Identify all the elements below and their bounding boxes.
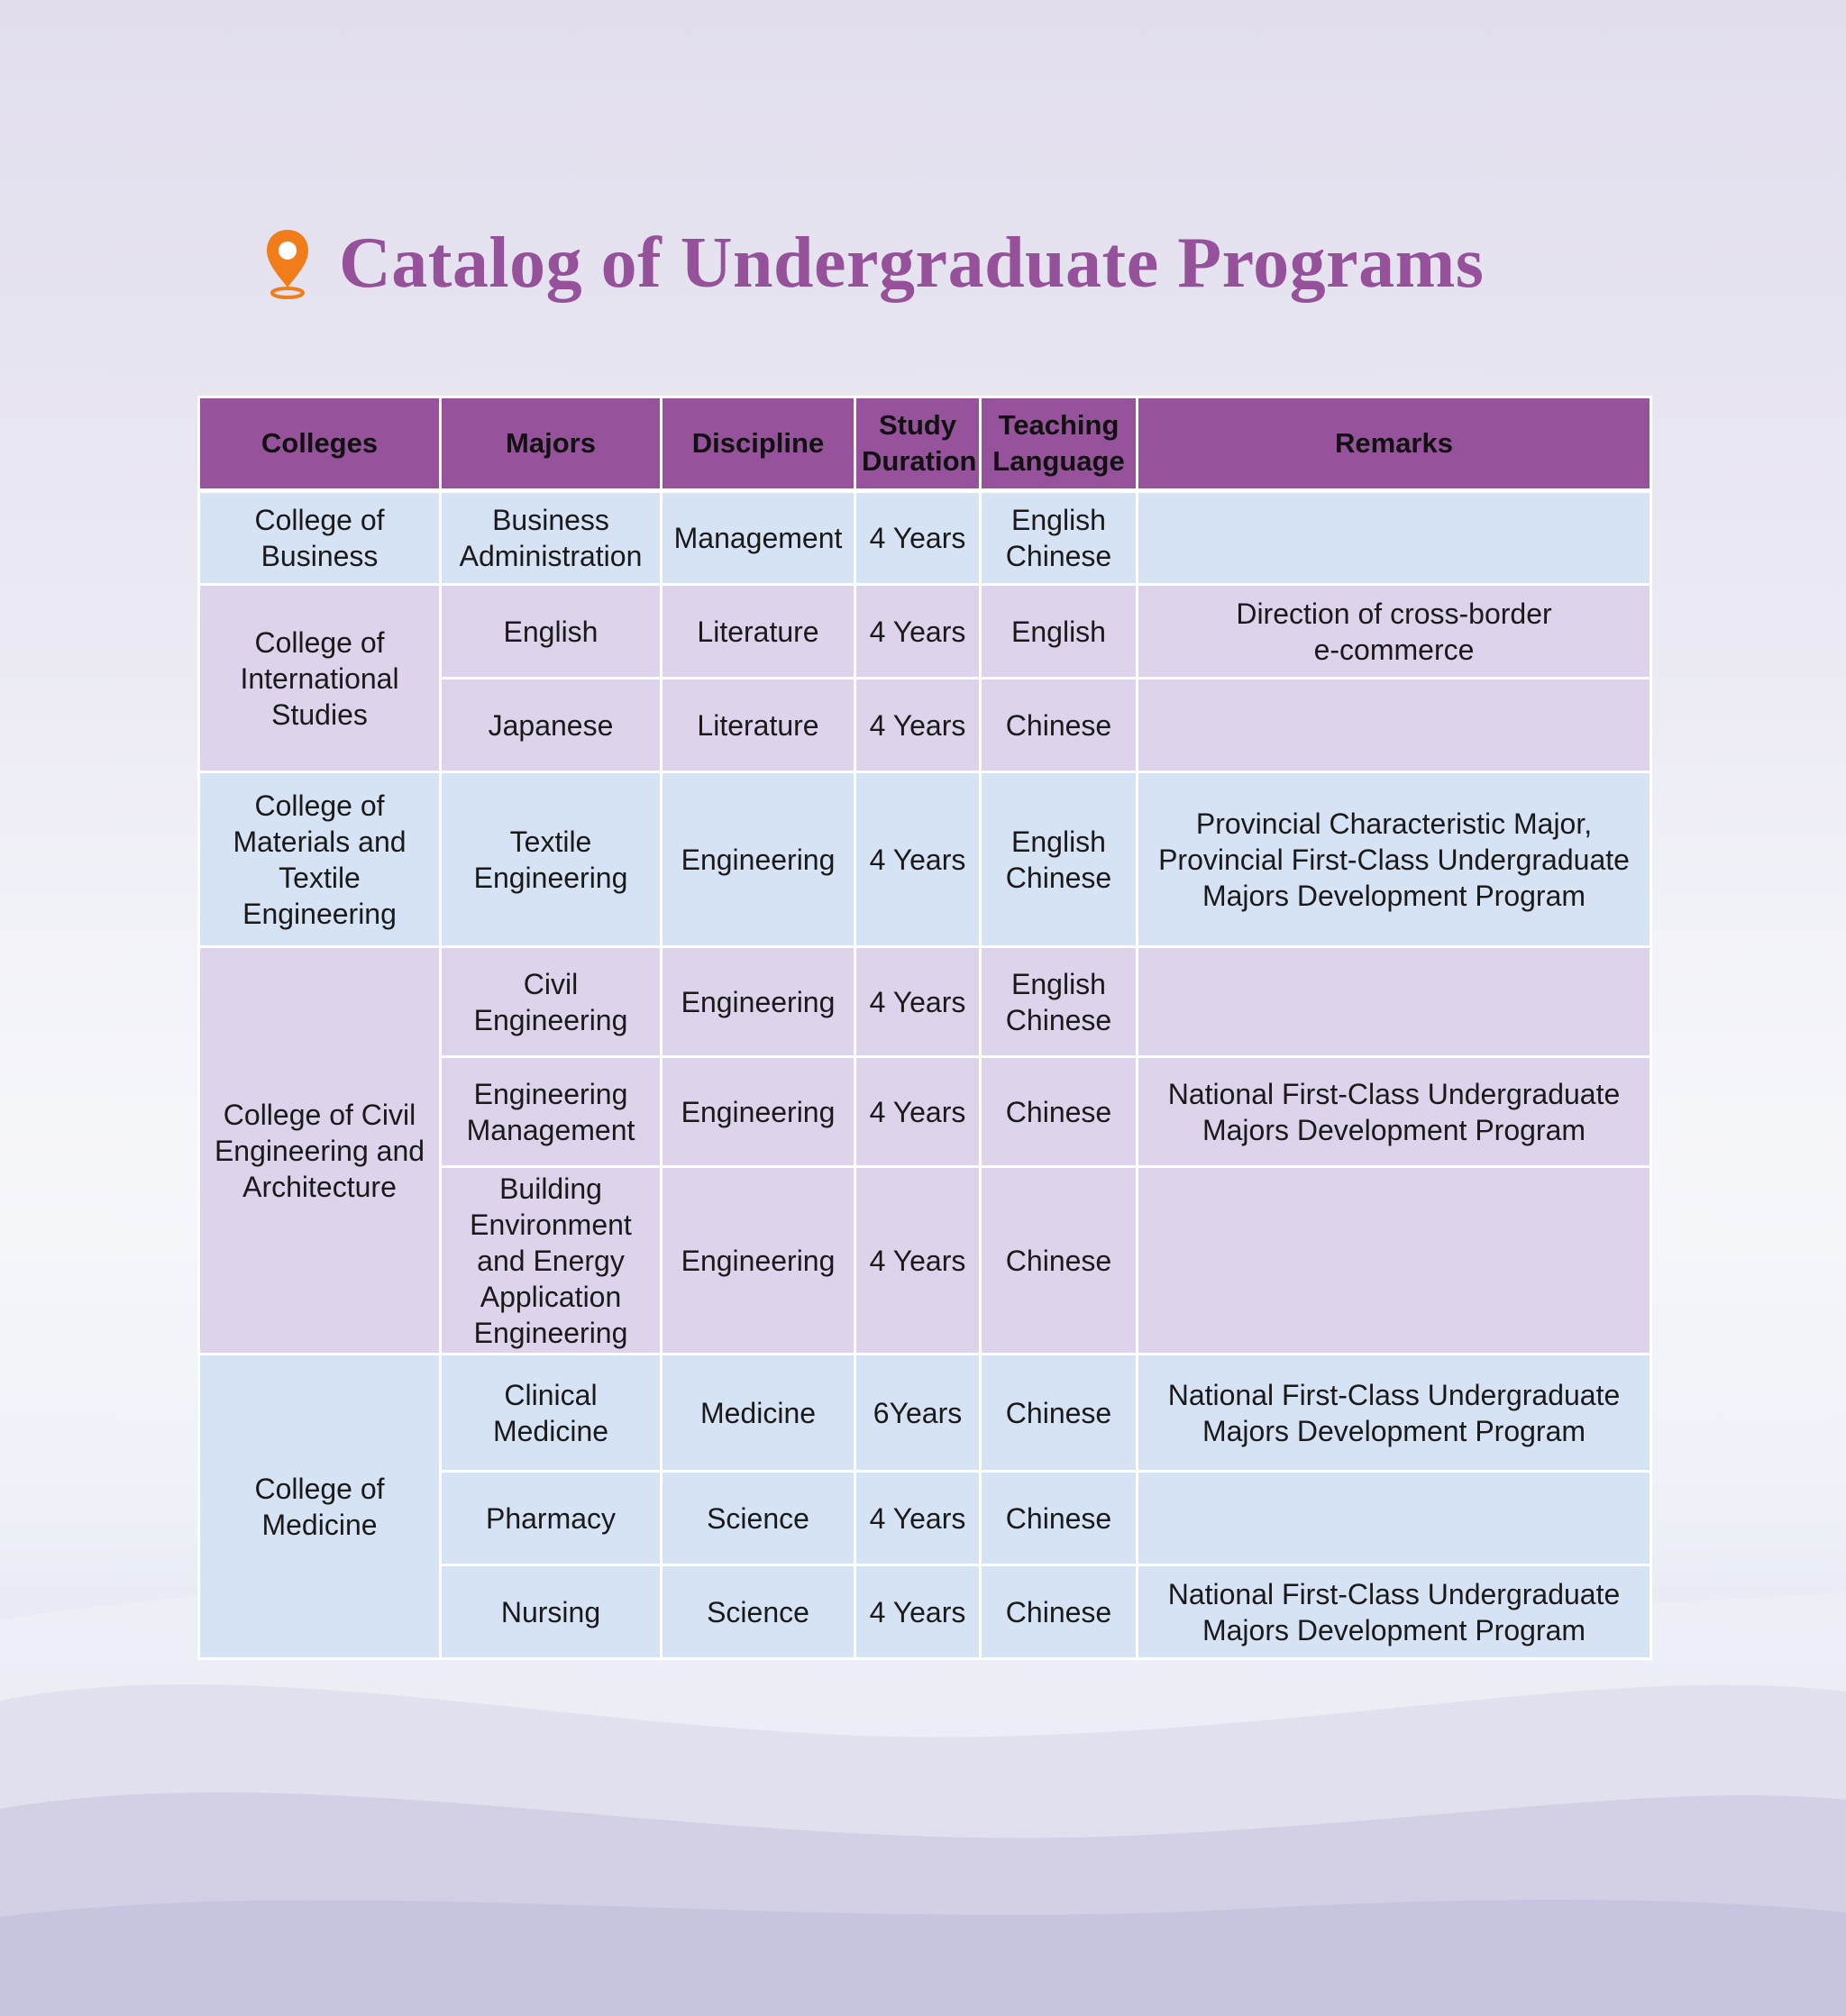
header-discipline: Discipline xyxy=(662,397,855,491)
remarks-cell xyxy=(1138,491,1651,585)
duration-cell: 4 Years xyxy=(855,1472,981,1565)
major-cell: Textile Engineering xyxy=(441,772,662,947)
discipline-cell: Engineering xyxy=(662,1167,855,1355)
major-cell: Building Environment and Energy Application Engineering xyxy=(441,1167,662,1355)
programs-table xyxy=(197,396,1652,1660)
language-cell: English Chinese xyxy=(981,772,1138,947)
language-cell: Chinese xyxy=(981,679,1138,772)
college-cell: College of Civil Engineering and Architecture xyxy=(199,947,441,1355)
discipline-cell: Engineering xyxy=(662,947,855,1057)
location-pin-icon xyxy=(261,226,314,300)
language-cell: Chinese xyxy=(981,1355,1138,1472)
duration-cell: 4 Years xyxy=(855,491,981,585)
remarks-cell xyxy=(1138,947,1651,1057)
college-cell: College of Business xyxy=(199,491,441,585)
major-cell: English xyxy=(441,585,662,679)
language-cell: English Chinese xyxy=(981,491,1138,585)
table-header-row xyxy=(199,397,1651,491)
major-cell: Nursing xyxy=(441,1565,662,1659)
college-cell: College of Medicine xyxy=(199,1355,441,1659)
discipline-cell: Medicine xyxy=(662,1355,855,1472)
language-cell: Chinese xyxy=(981,1167,1138,1355)
duration-cell: 4 Years xyxy=(855,947,981,1057)
language-cell: Chinese xyxy=(981,1565,1138,1659)
major-cell: Civil Engineering xyxy=(441,947,662,1057)
duration-cell: 4 Years xyxy=(855,1167,981,1355)
table-row xyxy=(199,772,1651,947)
page-title-row xyxy=(261,218,1484,308)
major-cell: Clinical Medicine xyxy=(441,1355,662,1472)
college-cell: College of Materials and Textile Engineering xyxy=(199,772,441,947)
table-row xyxy=(199,491,1651,585)
header-teaching-language: Teaching Language xyxy=(981,397,1138,491)
remarks-cell: Direction of cross-border e-commerce xyxy=(1138,585,1651,679)
language-cell: English Chinese xyxy=(981,947,1138,1057)
college-cell: College of International Studies xyxy=(199,585,441,772)
remarks-cell: National First-Class Undergraduate Majors Development Program xyxy=(1138,1057,1651,1167)
remarks-cell xyxy=(1138,679,1651,772)
discipline-cell: Engineering xyxy=(662,772,855,947)
discipline-cell: Engineering xyxy=(662,1057,855,1167)
language-cell: Chinese xyxy=(981,1057,1138,1167)
discipline-cell: Management xyxy=(662,491,855,585)
table-row xyxy=(199,947,1651,1057)
major-cell: Pharmacy xyxy=(441,1472,662,1565)
duration-cell: 4 Years xyxy=(855,772,981,947)
page-title: Catalog of Undergraduate Programs xyxy=(339,223,1485,303)
discipline-cell: Science xyxy=(662,1472,855,1565)
duration-cell: 4 Years xyxy=(855,1057,981,1167)
language-cell: English xyxy=(981,585,1138,679)
header-majors: Majors xyxy=(441,397,662,491)
remarks-cell xyxy=(1138,1167,1651,1355)
duration-cell: 6Years xyxy=(855,1355,981,1472)
table-row xyxy=(199,585,1651,679)
remarks-cell: Provincial Characteristic Major, Provincial First-Class Undergraduate Majors Development Program xyxy=(1138,772,1651,947)
duration-cell: 4 Years xyxy=(855,1565,981,1659)
table-row xyxy=(199,1355,1651,1472)
remarks-cell: National First-Class Undergraduate Majors Development Program xyxy=(1138,1565,1651,1659)
discipline-cell: Literature xyxy=(662,679,855,772)
discipline-cell: Literature xyxy=(662,585,855,679)
remarks-cell xyxy=(1138,1472,1651,1565)
remarks-cell: National First-Class Undergraduate Majors Development Program xyxy=(1138,1355,1651,1472)
header-study-duration: Study Duration xyxy=(855,397,981,491)
header-colleges: Colleges xyxy=(199,397,441,491)
major-cell: Engineering Management xyxy=(441,1057,662,1167)
major-cell: Japanese xyxy=(441,679,662,772)
language-cell: Chinese xyxy=(981,1472,1138,1565)
major-cell: Business Administration xyxy=(441,491,662,585)
duration-cell: 4 Years xyxy=(855,585,981,679)
duration-cell: 4 Years xyxy=(855,679,981,772)
header-remarks: Remarks xyxy=(1138,397,1651,491)
discipline-cell: Science xyxy=(662,1565,855,1659)
